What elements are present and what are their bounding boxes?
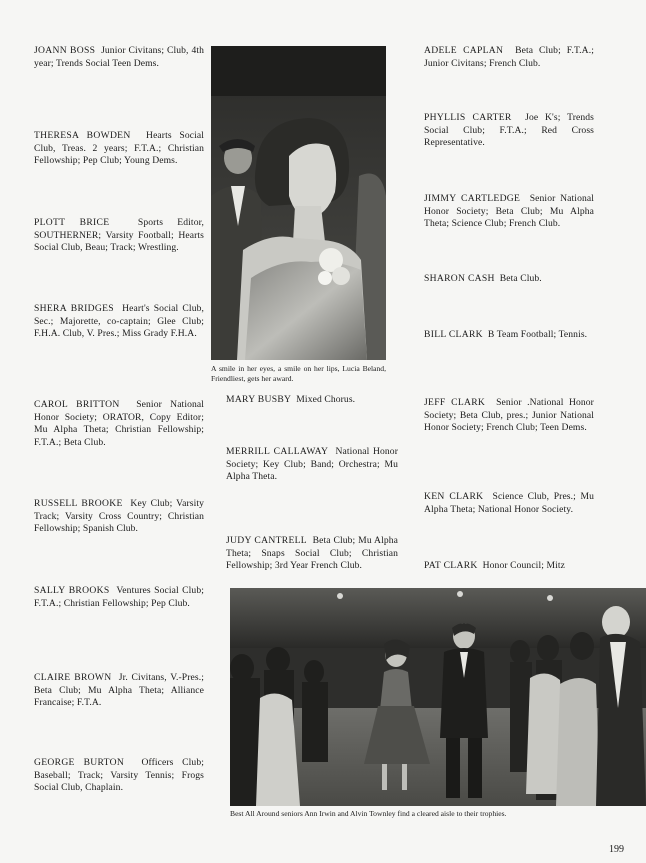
senior-entry-mary-busby: [226, 394, 398, 407]
student-name: MERRILL CALLAWAY: [226, 446, 329, 457]
senior-entry-joann-boss: [34, 45, 204, 70]
activities-text: National Honor Society; Key Club; Band; Orchestra; Mu Alpha Theta.: [226, 446, 398, 483]
best-all-around-photo: [230, 588, 646, 806]
activities-text: Sports Editor, SOUTHERNER; Varsity Football; Hearts Social Club, Beau; Track; Wrestling.: [34, 217, 204, 254]
senior-entry-adele-caplan: [424, 45, 594, 70]
student-name: BILL CLARK: [424, 329, 483, 340]
student-name: CAROL BRITTON: [34, 399, 120, 410]
senior-entry-claire-brown: [34, 672, 204, 710]
senior-entry-phyllis-carter: [424, 112, 594, 150]
student-name: JEFF CLARK: [424, 397, 486, 408]
activities-text: Officers Club; Baseball; Track; Varsity Tennis; Frogs Social Club, Chaplain.: [34, 757, 204, 794]
activities-text: Beta Club; F.T.A.; Junior Civitans; French Club.: [424, 45, 594, 69]
photo-illustration: [211, 46, 386, 360]
activities-text: Senior National Honor Society; ORATOR, Copy Editor; Mu Alpha Theta; Christian Fellowship; F.T.A.; Beta Club.: [34, 399, 205, 448]
senior-entry-russell-brooke: [34, 498, 204, 536]
student-name: RUSSELL BROOKE: [34, 498, 123, 509]
bottom-photo-caption: Best All Around seniors Ann Irwin and Alvin Townley find a cleared aisle to their trophies.: [230, 809, 507, 818]
student-name: KEN CLARK: [424, 491, 484, 502]
student-name: SALLY BROOKS: [34, 585, 110, 596]
senior-entry-jeff-clark: [424, 397, 594, 435]
student-name: GEORGE BURTON: [34, 757, 125, 768]
student-name: THERESA BOWDEN: [34, 130, 131, 141]
senior-entry-merrill-callaway: [226, 446, 398, 484]
senior-entry-shera-bridges: [34, 303, 204, 341]
activities-text: Honor Council; Mitz: [482, 560, 565, 571]
senior-entry-carol-britton: [34, 399, 204, 449]
student-name: SHERA BRIDGES: [34, 303, 114, 314]
activities-text: Science Club, Pres.; Mu Alpha Theta; National Honor Society.: [424, 491, 594, 515]
activities-text: Ventures Social Club; F.T.A.; Christian Fellowship; Pep Club.: [34, 585, 204, 609]
student-name: PAT CLARK: [424, 560, 478, 571]
activities-text: Joe K's; Trends Social Club; F.T.A.; Red Cross Representative.: [424, 112, 594, 149]
activities-text: Junior Civitans; Club, 4th year; Trends Social Teen Dems.: [34, 45, 205, 69]
page-number: 199: [609, 844, 624, 855]
activities-text: Beta Club; Mu Alpha Theta; Snaps Social Club; Christian Fellowship; 3rd Year French Club.: [226, 535, 398, 572]
activities-text: Key Club; Varsity Track; Varsity Cross Country; Christian Fellowship; Spanish Club.: [34, 498, 204, 535]
student-name: JUDY CANTRELL: [226, 535, 307, 546]
senior-entry-bill-clark: [424, 329, 594, 342]
photo-illustration: [230, 588, 646, 806]
student-name: JOANN BOSS: [34, 45, 96, 56]
senior-entry-judy-cantrell: [226, 535, 398, 573]
senior-entry-theresa-bowden: [34, 130, 204, 168]
student-name: MARY BUSBY: [226, 394, 292, 405]
senior-entry-sally-brooks: [34, 585, 204, 610]
activities-text: Senior National Honor Society; Beta Club; Mu Alpha Theta; Science Club; French Club.: [424, 193, 594, 230]
senior-entry-plott-brice: [34, 217, 204, 255]
activities-text: Beta Club.: [499, 273, 542, 284]
activities-text: Heart's Social Club, Sec.; Majorette, co-captain; Glee Club; F.H.A. Club, V. Pres.; Miss Grady F.H.A.: [34, 303, 204, 340]
activities-text: Hearts Social Club, Treas. 2 years; F.T.A.; Christian Fellowship; Pep Club; Young Dems.: [34, 130, 204, 167]
top-photo-caption: A smile in her eyes, a smile on her lips, Lucia Beland, Friendliest, gets her award.: [211, 364, 386, 383]
student-name: SHARON CASH: [424, 273, 495, 284]
student-name: ADELE CAPLAN: [424, 45, 504, 56]
senior-entry-george-burton: [34, 757, 204, 795]
student-name: PHYLLIS CARTER: [424, 112, 512, 123]
student-name: PLOTT BRICE: [34, 217, 110, 228]
senior-entry-ken-clark: [424, 491, 594, 516]
senior-entry-pat-clark: [424, 560, 594, 573]
senior-entry-sharon-cash: [424, 273, 594, 286]
senior-entry-jimmy-cartledge: [424, 193, 594, 231]
activities-text: Mixed Chorus.: [296, 394, 356, 405]
activities-text: Senior .National Honor Society; Beta Club, pres.; Junior National Honor Society; French Club; Teen Dems.: [424, 397, 594, 434]
activities-text: Jr. Civitans, V.-Pres.; Beta Club; Mu Alpha Theta; Alliance Francaise; F.T.A.: [34, 672, 204, 709]
lucia-beland-photo: [211, 46, 386, 360]
student-name: JIMMY CARTLEDGE: [424, 193, 521, 204]
student-name: CLAIRE BROWN: [34, 672, 112, 683]
activities-text: B Team Football; Tennis.: [487, 329, 588, 340]
